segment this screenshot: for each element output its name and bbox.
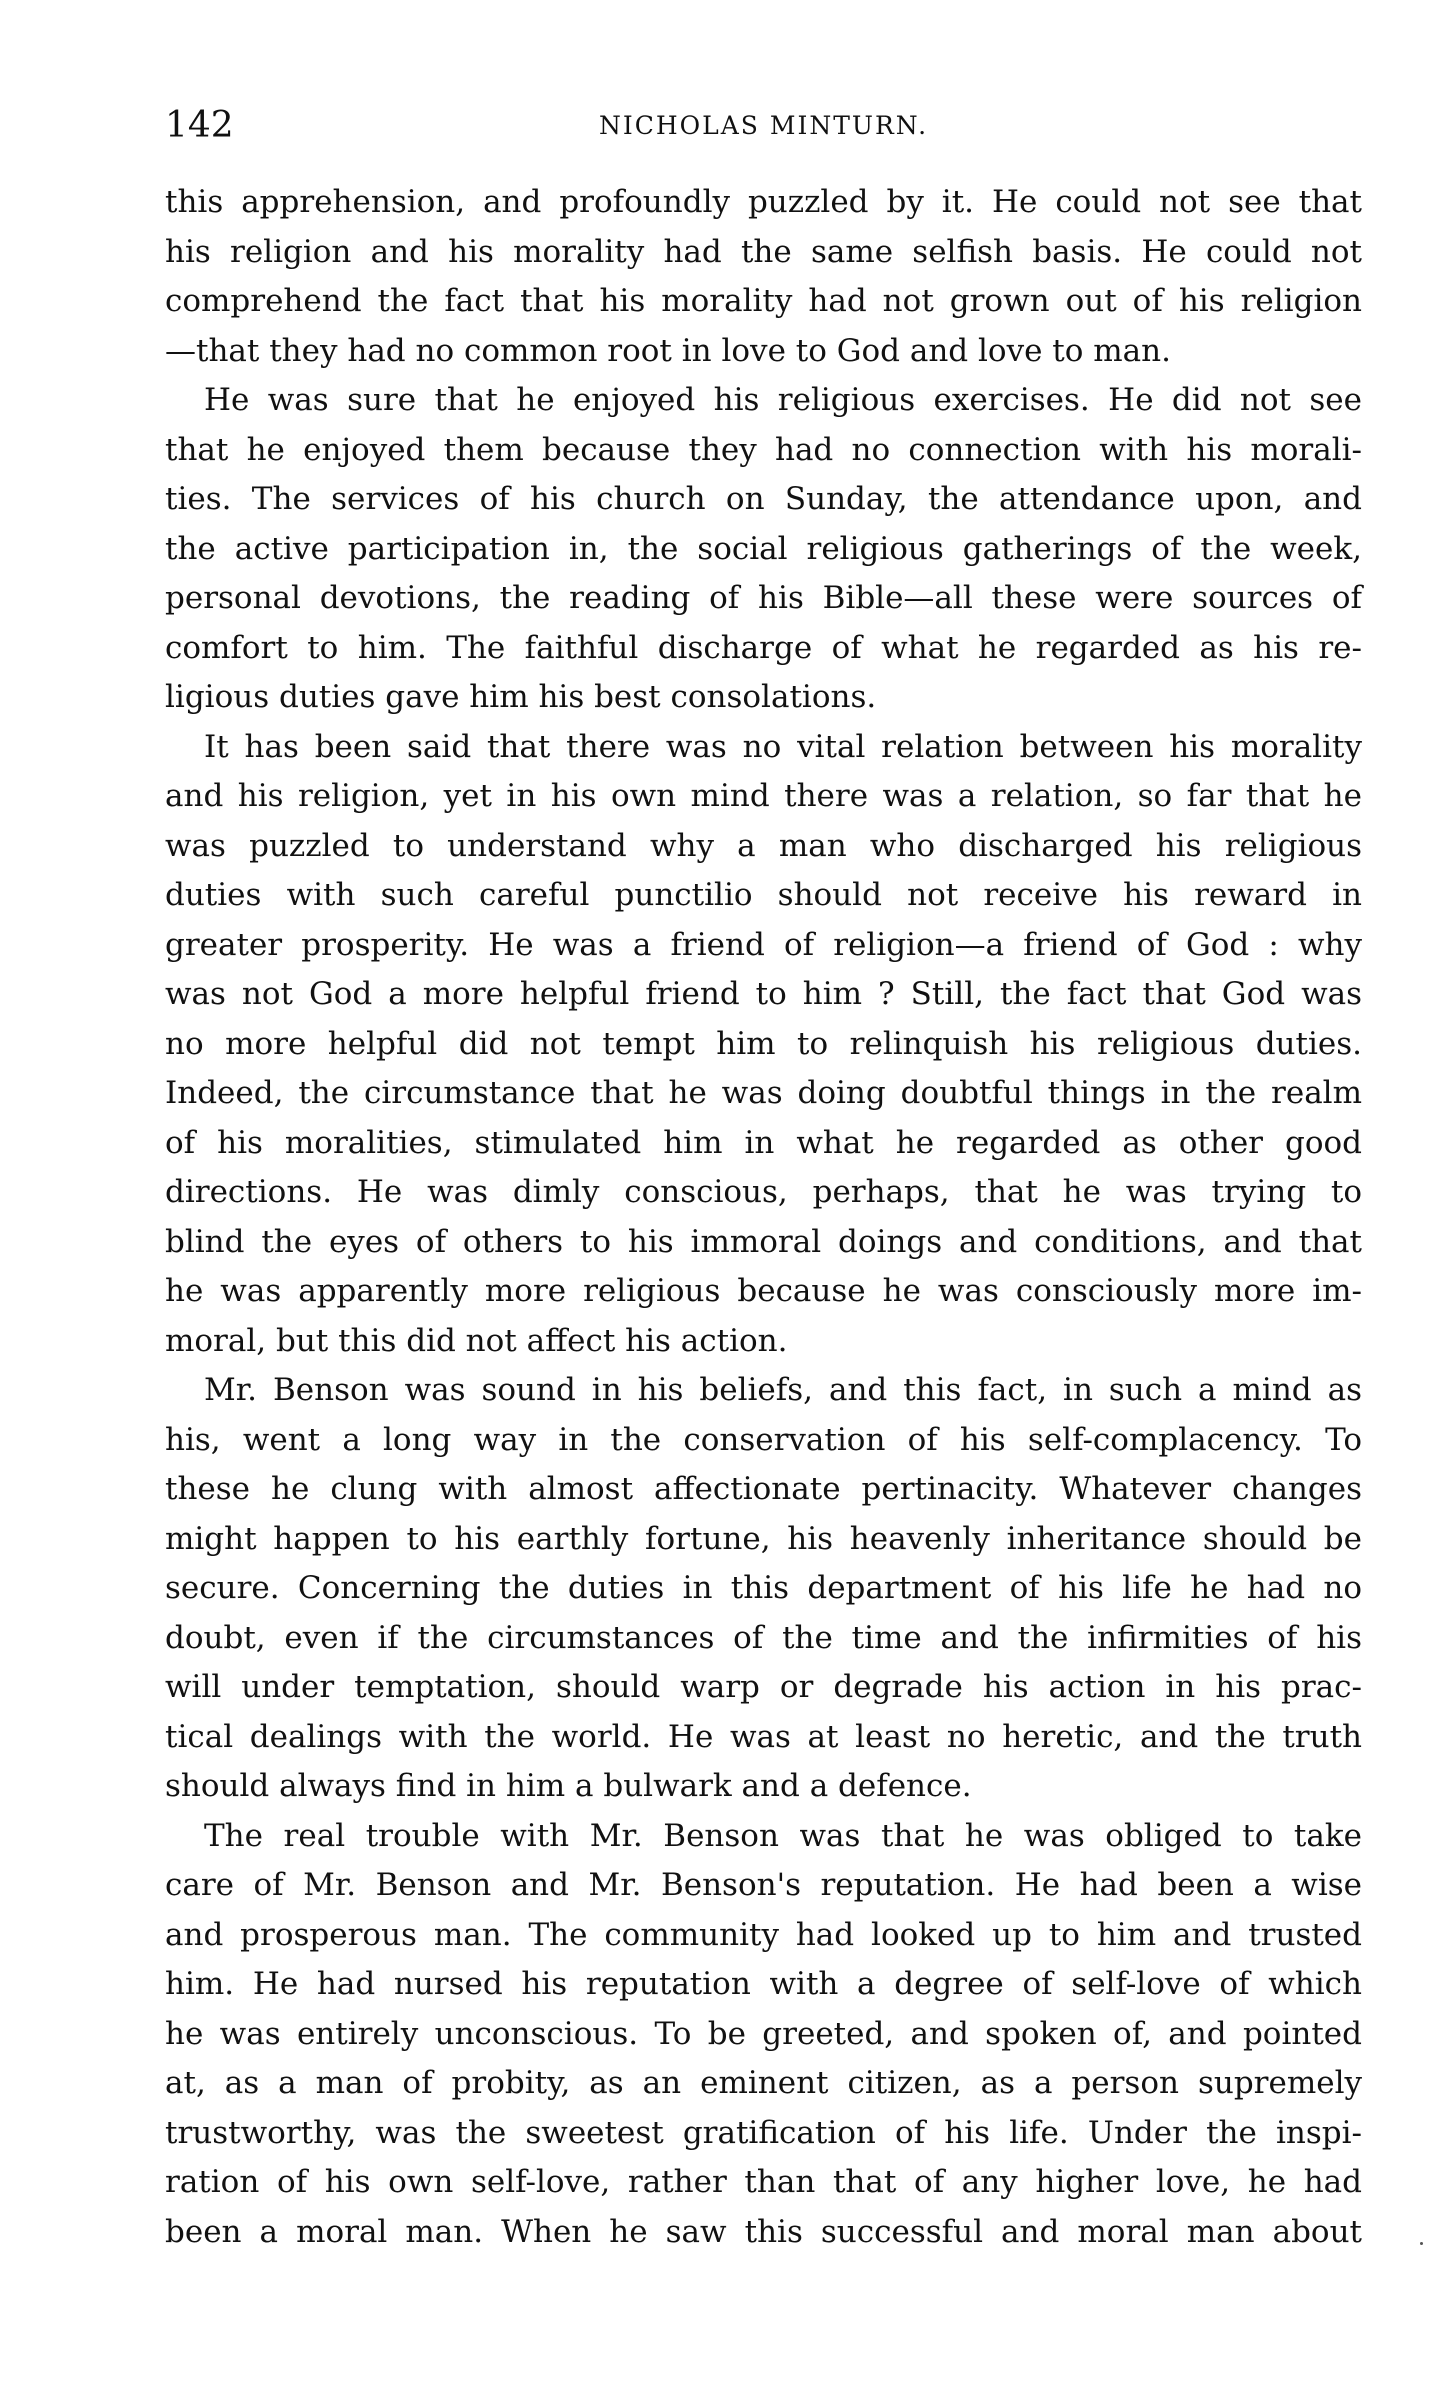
- body-text: [165, 178, 1362, 2257]
- text-line: of his moralities, stimulated him in what he regarded as other good: [165, 1124, 1362, 1161]
- text-line: moral, but this did not affect his action.: [165, 1322, 788, 1359]
- text-line: might happen to his earthly fortune, his heavenly inheritance should be: [165, 1520, 1362, 1557]
- page-number: 142: [165, 105, 234, 146]
- text-line: the active participation in, the social religious gatherings of the week,: [165, 530, 1362, 567]
- text-line: and prosperous man. The community had looked up to him and trusted: [165, 1916, 1362, 1953]
- text-line: personal devotions, the reading of his Bible—all these were sources of: [165, 580, 1362, 616]
- text-line: ration of his own self-love, rather than that of any higher love, he had: [165, 2164, 1362, 2200]
- text-line: secure. Concerning the duties in this department of his life he had no: [165, 1570, 1362, 1606]
- text-line: his religion and his morality had the same selfish basis. He could not: [165, 233, 1362, 270]
- text-line: —that they had no common root in love to God and love to man.: [165, 332, 1171, 369]
- text-line: will under temptation, should warp or degrade his action in his prac-: [165, 1669, 1362, 1705]
- running-head: [165, 100, 1362, 152]
- text-line: been a moral man. When he saw this successful and moral man about: [165, 2213, 1362, 2250]
- text-line: comprehend the fact that his morality had not grown out of his religion: [165, 283, 1362, 319]
- text-line: these he clung with almost affectionate pertinacity. Whatever changes: [165, 1471, 1362, 1507]
- text-line: doubt, even if the circumstances of the time and the infirmities of his: [165, 1619, 1362, 1656]
- text-line: and his religion, yet in his own mind there was a relation, so far that he: [165, 778, 1362, 814]
- text-line: ligious duties gave him his best consolations.: [165, 679, 877, 715]
- text-line: directions. He was dimly conscious, perhaps, that he was trying to: [165, 1174, 1362, 1210]
- text-line: blind the eyes of others to his immoral doings and conditions, and that: [165, 1223, 1362, 1260]
- print-speck: [1420, 2242, 1423, 2245]
- text-line: was puzzled to understand why a man who discharged his religious: [165, 827, 1362, 864]
- text-line: his, went a long way in the conservation of his self-complacency. To: [165, 1421, 1362, 1458]
- running-title: NICHOLAS MINTURN.: [598, 111, 929, 140]
- text-line: ties. The services of his church on Sunday, the attendance upon, and: [165, 481, 1362, 517]
- text-line: was not God a more helpful friend to him ? Still, the fact that God was: [165, 976, 1362, 1012]
- paragraph-first-line: He was sure that he enjoyed his religious exercises. He did not see: [204, 382, 1362, 418]
- text-line: should always find in him a bulwark and a defence.: [165, 1768, 972, 1804]
- text-line: this apprehension, and profoundly puzzled by it. He could not see that: [165, 184, 1362, 220]
- text-line: him. He had nursed his reputation with a degree of self-love of which: [165, 1966, 1362, 2002]
- text-line: greater prosperity. He was a friend of religion—a friend of God : why: [165, 926, 1362, 963]
- text-line: care of Mr. Benson and Mr. Benson's reputation. He had been a wise: [165, 1867, 1362, 1903]
- text-line: at, as a man of probity, as an eminent citizen, as a person supremely: [165, 2065, 1362, 2101]
- text-line: he was apparently more religious because he was consciously more im-: [165, 1273, 1362, 1309]
- text-line: he was entirely unconscious. To be greeted, and spoken of, and pointed: [165, 2015, 1362, 2052]
- paragraph-first-line: It has been said that there was no vital relation between his morality: [204, 728, 1362, 765]
- paragraph-first-line: The real trouble with Mr. Benson was that he was obliged to take: [204, 1817, 1362, 1854]
- text-line: duties with such careful punctilio should not receive his reward in: [165, 877, 1362, 913]
- text-line: tical dealings with the world. He was at least no heretic, and the truth: [165, 1718, 1362, 1755]
- text-line: that he enjoyed them because they had no connection with his morali-: [165, 431, 1362, 468]
- text-line: comfort to him. The faithful discharge of what he regarded as his re-: [165, 629, 1362, 666]
- text-line: trustworthy, was the sweetest gratification of his life. Under the inspi-: [165, 2114, 1362, 2151]
- text-line: no more helpful did not tempt him to relinquish his religious duties.: [165, 1025, 1362, 1062]
- text-line: Indeed, the circumstance that he was doing doubtful things in the realm: [165, 1075, 1362, 1111]
- paragraph-first-line: Mr. Benson was sound in his beliefs, and this fact, in such a mind as: [204, 1372, 1362, 1408]
